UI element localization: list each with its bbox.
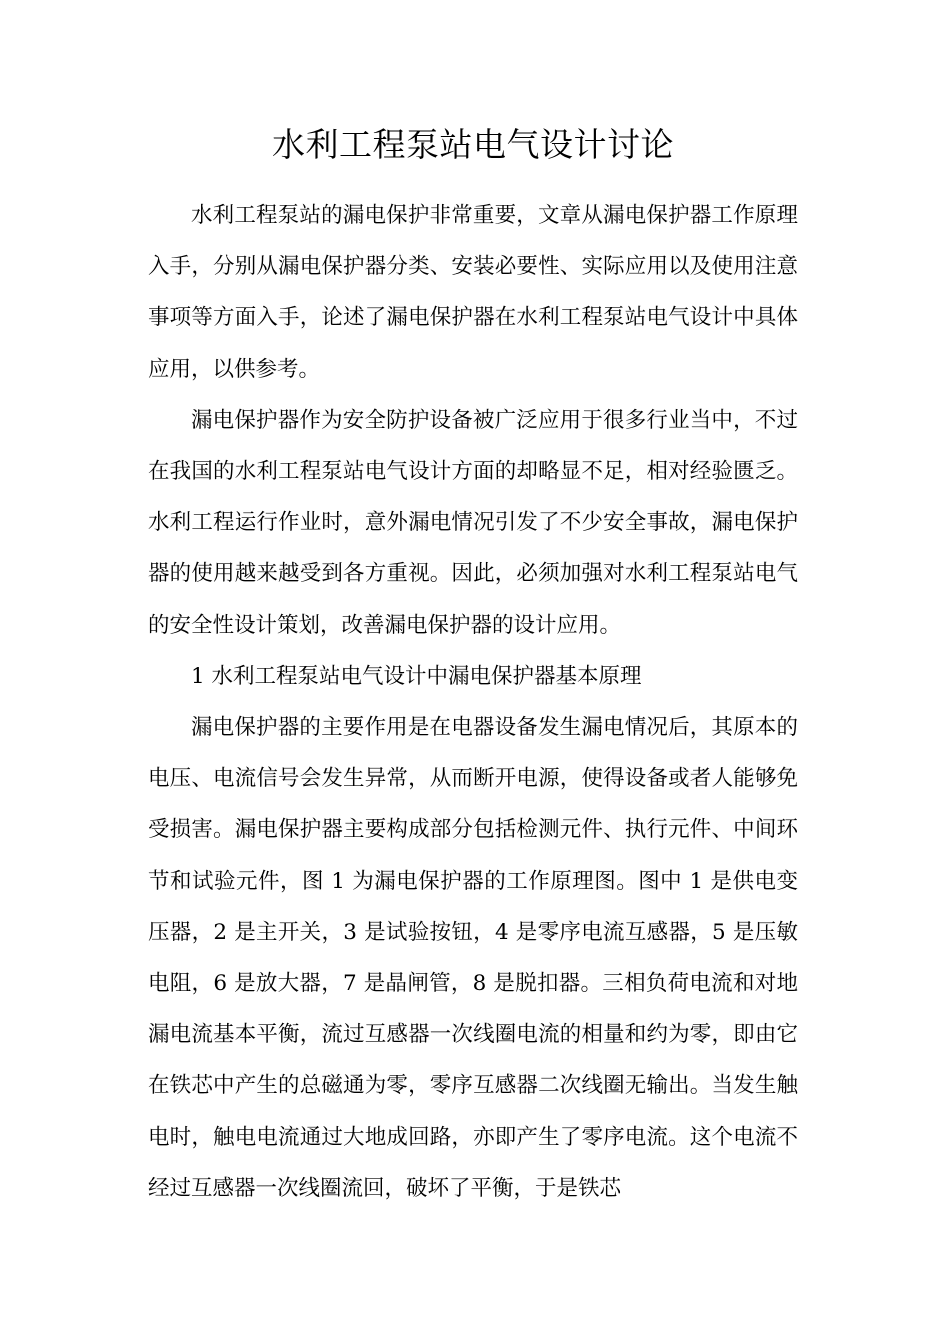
document-title: 水利工程泵站电气设计讨论 <box>272 125 674 164</box>
document-body <box>148 190 798 1214</box>
paragraph-principle: 漏电保护器的主要作用是在电器设备发生漏电情况后，其原本的电压、电流信号会发生异常，从而断开电源，使得设备或者人能够免受损害。漏电保护器主要构成部分包括检测元件、执行元件、中间环节和试验元件，图 1 为漏电保护器的工作原理图。图中 1 是供电变压器，2 是主开关，3 是试验按钮，4 是零序电流互感器，5 是压敏电阻，6 是放大器，7 是晶闸管，8 是脱扣器。三相负荷电流和对地漏电流基本平衡，流过互感器一次线圈电流的相量和约为零，即由它在铁芯中产生的总磁通为零，零序互感器二次线圈无输出。当发生触电时，触电电流通过大地成回路，亦即产生了零序电流。这个电流不经过互感器一次线圈流回，破坏了平衡，于是铁芯 <box>148 715 798 1201</box>
paragraph-introduction: 漏电保护器作为安全防护设备被广泛应用于很多行业当中，不过在我国的水利工程泵站电气设计方面的却略显不足，相对经验匮乏。水利工程运行作业时，意外漏电情况引发了不少安全事故，漏电保护器的使用越来越受到各方重视。因此，必须加强对水利工程泵站电气的安全性设计策划，改善漏电保护器的设计应用。 <box>148 407 798 638</box>
section-heading: 1 水利工程泵站电气设计中漏电保护器基本原理 <box>191 663 642 689</box>
paragraph-abstract: 水利工程泵站的漏电保护非常重要，文章从漏电保护器工作原理入手，分别从漏电保护器分类、安装必要性、实际应用以及使用注意事项等方面入手，论述了漏电保护器在水利工程泵站电气设计中具体应用，以供参考。 <box>148 203 798 382</box>
